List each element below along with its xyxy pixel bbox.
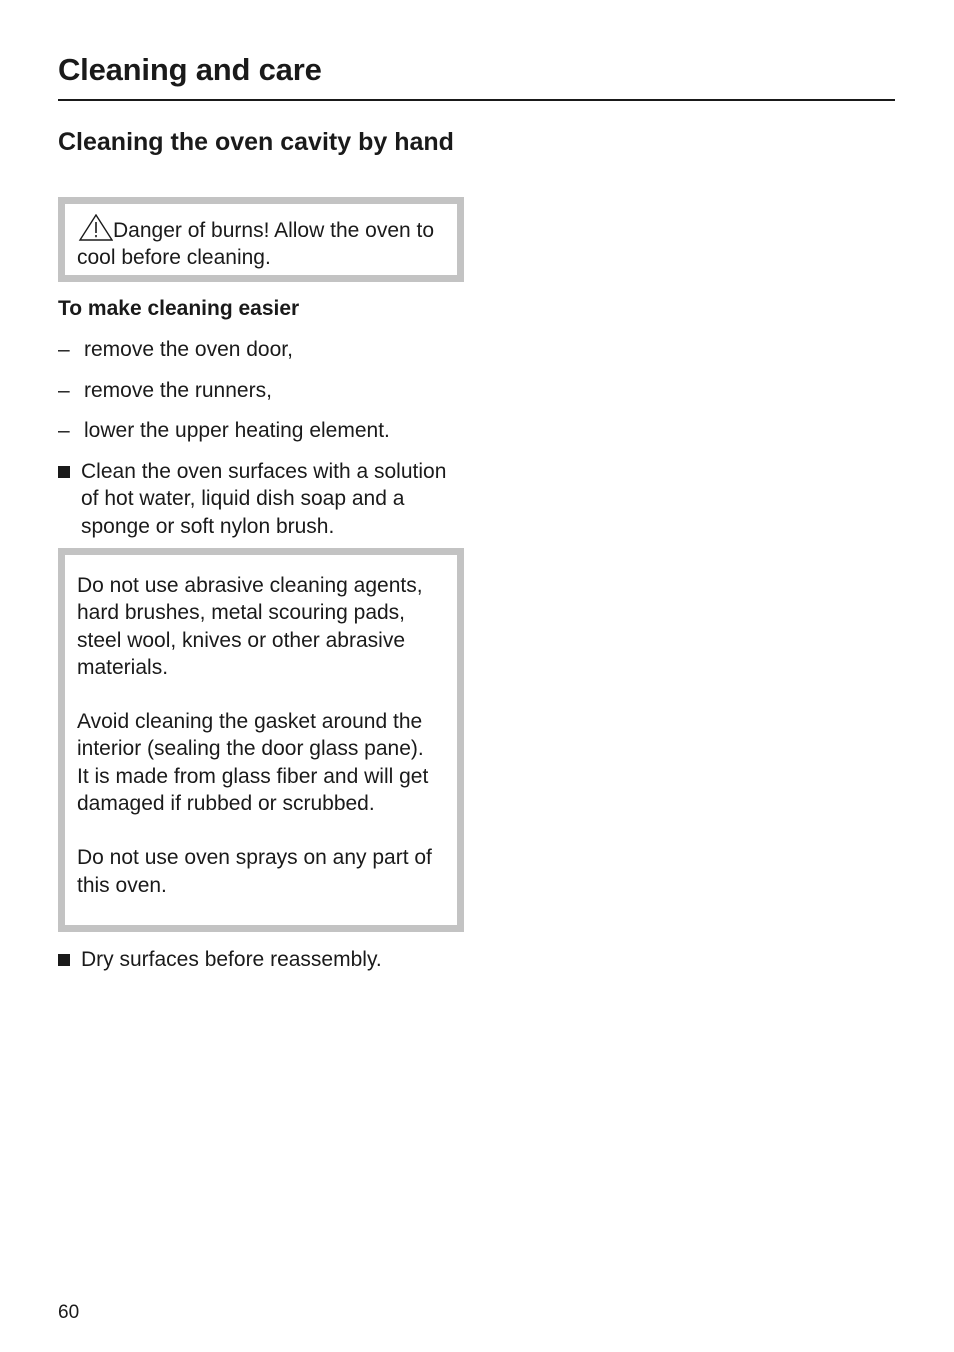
caution-paragraph: Do not use abrasive cleaning agents, hard brushes, metal scouring pads, steel wool, knives or other abrasive materials. (77, 574, 423, 679)
caution-paragraph (77, 708, 445, 817)
caution-line: It is made from glass fiber and will get damaged if rubbed or scrubbed. (77, 764, 429, 816)
title-divider (58, 99, 895, 101)
instruction-step (58, 946, 468, 973)
page-number: 60 (58, 1302, 80, 1323)
dash-marker: – (58, 378, 70, 402)
warning-triangle-icon (77, 214, 113, 241)
caution-line: Avoid cleaning the gasket around the interior (sealing the door glass pane). (77, 710, 424, 761)
instruction-step (58, 458, 468, 540)
step-text: Dry surfaces before reassembly. (81, 948, 382, 971)
list-item-text: remove the runners, (84, 378, 272, 402)
caution-paragraph: Do not use oven sprays on any part of this oven. (77, 846, 432, 897)
page-title: Cleaning and care (58, 52, 322, 87)
list-item-text: remove the oven door, (84, 338, 293, 361)
square-bullet-icon (58, 954, 70, 966)
tips-heading: To make cleaning easier (58, 297, 300, 320)
section-heading: Cleaning the oven cavity by hand (58, 128, 454, 156)
step-text: Clean the oven surfaces with a solution of hot water, liquid dish soap and a sponge or soft nylon brush. (81, 460, 447, 538)
caution-box (58, 548, 464, 932)
warning-box (58, 197, 464, 282)
list-item (58, 336, 478, 377)
tips-list (58, 336, 478, 458)
list-item (58, 377, 478, 418)
list-item-text: lower the upper heating element. (84, 419, 390, 442)
warning-text: Danger of burns! Allow the oven to cool before cleaning. (77, 219, 435, 270)
square-bullet-icon (58, 466, 70, 478)
dash-marker: – (58, 338, 70, 361)
list-item (58, 417, 478, 458)
dash-marker: – (58, 419, 70, 442)
